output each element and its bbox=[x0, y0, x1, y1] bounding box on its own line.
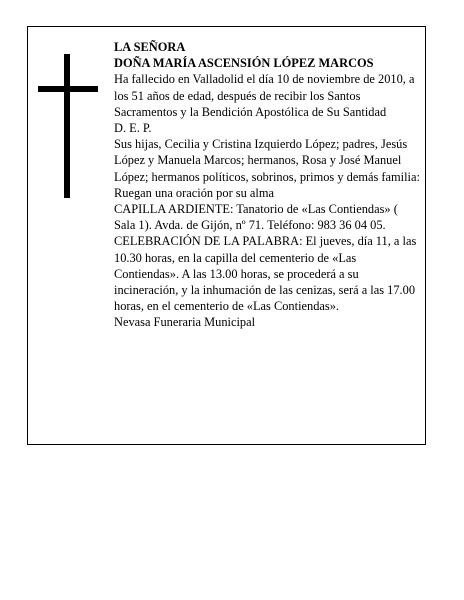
death-details: Ha fallecido en Valladolid el día 10 de noviembre de 2010, a los 51 años de edad, después de recibir los Santos Sacramentos y la Bendición Apostólica de Su Santidad bbox=[114, 72, 415, 119]
latin-cross-icon bbox=[38, 54, 98, 198]
prayer-request: Ruegan una oración por su alma bbox=[114, 185, 274, 200]
deceased-name: DOÑA MARÍA ASCENSIÓN LÓPEZ MARCOS bbox=[114, 56, 374, 71]
chapel-paragraph bbox=[114, 201, 420, 233]
chapel-label: CAPILLA ARDIENTE: bbox=[114, 202, 234, 217]
chapel-text: Tanatorio de «Las Contiendas» ( Sala 1). Avda. de Gijón, nº 71. Teléfono: 983 36 04 05. bbox=[114, 202, 398, 233]
cross-horizontal-bar bbox=[38, 86, 98, 92]
cross-vertical-bar bbox=[64, 54, 70, 198]
celebration-paragraph bbox=[114, 233, 420, 314]
family-list: Sus hijas, Cecilia y Cristina Izquierdo López; padres, Jesús López y Manuela Marcos; hermanos, Rosa y José Manuel López; hermanos políticos, sobrinos, primos y demás familia: bbox=[114, 137, 420, 184]
obituary-text bbox=[114, 39, 420, 331]
celebration-text: El jueves, día 11, a las 10.30 horas, en la capilla del cementerio de «Las Contiendas». A las 13.00 horas, se procederá a su incineración, y la inhumación de las cenizas, será a las 17.00 horas, en el cementerio de «Las Contiendas». bbox=[114, 234, 417, 314]
notice-header: LA SEÑORA bbox=[114, 40, 186, 54]
funeral-home: Nevasa Funeraria Municipal bbox=[114, 315, 256, 330]
rip-line: D. E. P. bbox=[114, 121, 152, 136]
celebration-label: CELEBRACIÓN DE LA PALABRA: bbox=[114, 234, 303, 249]
